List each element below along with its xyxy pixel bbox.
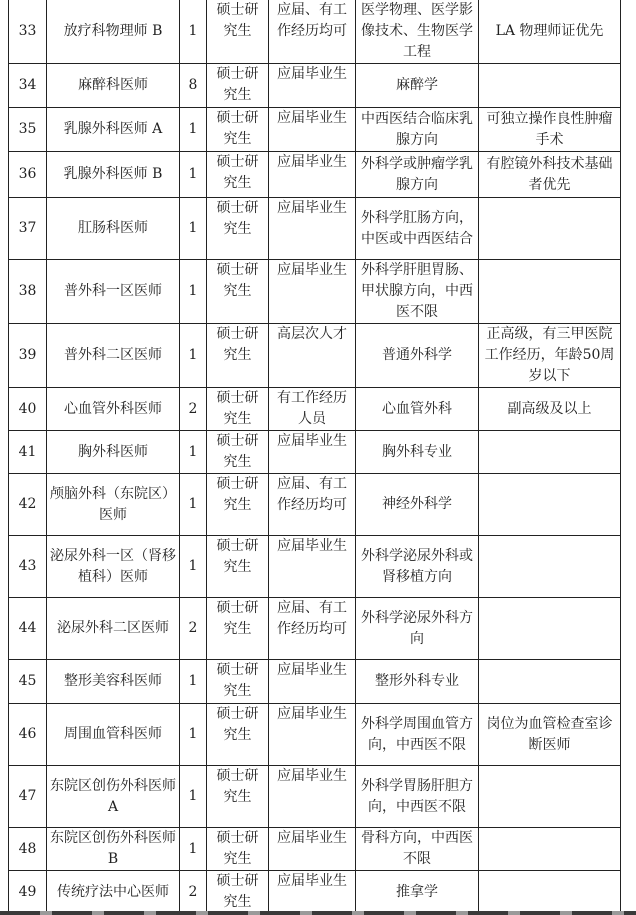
other-note-cell [479, 0, 621, 64]
major-requirement-cell [356, 766, 479, 828]
applicant-requirement-cell [269, 766, 356, 828]
headcount-cell [180, 871, 207, 915]
headcount-cell [180, 152, 207, 198]
table-row [9, 108, 621, 152]
major-requirement-cell [356, 0, 479, 64]
major-requirement-cell [356, 198, 479, 260]
education-level-cell [207, 152, 269, 198]
position-name: 胸外科医师 [78, 443, 148, 460]
applicant-requirement: 应届毕业生 [277, 706, 347, 722]
other-note-cell [479, 260, 621, 324]
headcount-cell [180, 766, 207, 828]
applicant-requirement: 应届毕业生 [277, 200, 347, 216]
applicant-requirement: 有工作经历人员 [277, 390, 347, 427]
applicant-requirement-cell [269, 660, 356, 704]
applicant-requirement-cell [269, 598, 356, 660]
other-note: 有腔镜外科技术基础者优先 [486, 155, 613, 193]
row-number-cell [9, 388, 47, 431]
other-note-cell [479, 474, 621, 536]
major-requirement: 外科学肛肠方向，中医或中西医结合 [361, 209, 473, 247]
headcount-cell [180, 388, 207, 431]
table-row [9, 766, 621, 828]
table-row [9, 198, 621, 260]
table-row [9, 536, 621, 598]
education-level-cell [207, 388, 269, 431]
major-requirement-cell [356, 152, 479, 198]
row-number-cell [9, 0, 47, 64]
applicant-requirement: 应届毕业生 [277, 110, 347, 126]
table-row [9, 324, 621, 388]
row-number: 35 [18, 121, 37, 137]
row-number-cell [9, 198, 47, 260]
applicant-requirement: 应届、有工作经历均可 [277, 600, 347, 637]
applicant-requirement-cell [269, 536, 356, 598]
table-row [9, 828, 621, 871]
row-number-cell [9, 536, 47, 598]
position-name: 麻醉科医师 [78, 77, 148, 93]
headcount: 1 [188, 220, 198, 236]
position-name-cell [47, 64, 180, 108]
row-number: 33 [18, 23, 37, 39]
major-requirement-cell [356, 660, 479, 704]
headcount-cell [180, 64, 207, 108]
table-row [9, 388, 621, 431]
headcount: 1 [188, 558, 198, 574]
headcount-cell [180, 431, 207, 474]
education-level-cell [207, 828, 269, 871]
table-row [9, 260, 621, 324]
major-requirement: 骨科方向，中西医不限 [361, 830, 473, 867]
other-note-cell [479, 704, 621, 766]
major-requirement-cell [356, 260, 479, 324]
table-row [9, 431, 621, 474]
applicant-requirement-cell [269, 324, 356, 388]
major-requirement: 外科学泌尿外科方向 [361, 609, 473, 647]
major-requirement-cell [356, 108, 479, 152]
education-level: 硕士研究生 [216, 600, 259, 637]
major-requirement-cell [356, 536, 479, 598]
education-level-cell [207, 536, 269, 598]
table-row [9, 704, 621, 766]
position-name: 肛肠科医师 [78, 220, 148, 236]
other-note-cell [479, 431, 621, 474]
other-note: LA 物理师证优先 [495, 23, 604, 39]
education-level-cell [207, 324, 269, 388]
headcount: 1 [188, 443, 198, 460]
headcount: 1 [188, 726, 198, 742]
education-level-cell [207, 871, 269, 915]
education-level-cell [207, 198, 269, 260]
major-requirement: 外科学泌尿外科或肾移植方向 [361, 547, 473, 585]
position-name: 普外科二区医师 [64, 347, 162, 363]
headcount-cell [180, 198, 207, 260]
education-level-cell [207, 660, 269, 704]
position-name-cell [47, 704, 180, 766]
other-note-cell [479, 536, 621, 598]
education-level-cell [207, 704, 269, 766]
education-level: 硕士研究生 [216, 830, 259, 867]
position-name-cell [47, 431, 180, 474]
row-number-cell [9, 704, 47, 766]
row-number: 36 [18, 166, 37, 182]
row-number: 38 [18, 283, 37, 299]
row-number-cell [9, 766, 47, 828]
applicant-requirement: 高层次人才 [277, 326, 347, 342]
table-row [9, 64, 621, 108]
major-requirement: 外科学肝胆胃肠、甲状腺方向，中西医不限 [361, 262, 473, 320]
applicant-requirement: 应届、有工作经历均可 [277, 476, 347, 513]
major-requirement: 中西医结合临床乳腺方向 [361, 110, 473, 148]
education-level: 硕士研究生 [216, 2, 259, 39]
major-requirement: 神经外科学 [382, 496, 452, 512]
applicant-requirement: 应届毕业生 [277, 830, 347, 846]
applicant-requirement-cell [269, 871, 356, 915]
other-note: 副高级及以上 [507, 400, 592, 417]
other-note-cell [479, 64, 621, 108]
row-number: 46 [18, 726, 37, 742]
other-note-cell [479, 152, 621, 198]
position-name-cell [47, 598, 180, 660]
applicant-requirement: 应届毕业生 [277, 66, 347, 82]
applicant-requirement: 应届毕业生 [277, 433, 347, 449]
position-name: 心血管外科医师 [64, 400, 162, 417]
position-name-cell [47, 474, 180, 536]
headcount-cell [180, 324, 207, 388]
position-name-cell [47, 828, 180, 871]
headcount: 2 [188, 620, 198, 636]
applicant-requirement: 应届毕业生 [277, 662, 347, 678]
applicant-requirement-cell [269, 108, 356, 152]
table-row [9, 474, 621, 536]
headcount: 1 [188, 673, 198, 689]
table-row [9, 660, 621, 704]
education-level: 硕士研究生 [216, 706, 259, 743]
education-level: 硕士研究生 [216, 768, 259, 805]
row-number-cell [9, 871, 47, 915]
headcount-cell [180, 660, 207, 704]
headcount-cell [180, 828, 207, 871]
major-requirement-cell [356, 828, 479, 871]
major-requirement: 推拿学 [396, 884, 438, 900]
headcount-cell [180, 474, 207, 536]
major-requirement-cell [356, 324, 479, 388]
other-note-cell [479, 660, 621, 704]
other-note-cell [479, 324, 621, 388]
position-name: 东院区创伤外科医师 A [50, 777, 176, 815]
education-level-cell [207, 766, 269, 828]
table-row [9, 0, 621, 64]
row-number-cell [9, 260, 47, 324]
headcount-cell [180, 0, 207, 64]
education-level: 硕士研究生 [216, 390, 259, 427]
position-name: 普外科一区医师 [64, 283, 162, 299]
other-note-cell [479, 388, 621, 431]
education-level-cell [207, 108, 269, 152]
row-number: 49 [18, 884, 37, 900]
recruitment-table [8, 0, 621, 915]
position-name: 乳腺外科医师 A [63, 121, 163, 137]
education-level-cell [207, 0, 269, 64]
major-requirement: 整形外科专业 [375, 673, 459, 689]
major-requirement: 胸外科专业 [382, 443, 452, 460]
other-note-cell [479, 598, 621, 660]
headcount: 2 [188, 884, 198, 900]
row-number: 44 [18, 620, 37, 636]
major-requirement-cell [356, 388, 479, 431]
education-level: 硕士研究生 [216, 154, 259, 191]
position-name-cell [47, 660, 180, 704]
major-requirement: 外科学或肿瘤学乳腺方向 [361, 155, 473, 193]
row-number-cell [9, 64, 47, 108]
position-name-cell [47, 260, 180, 324]
row-number-cell [9, 474, 47, 536]
row-number: 48 [18, 840, 37, 857]
headcount-cell [180, 260, 207, 324]
other-note-cell [479, 871, 621, 915]
applicant-requirement: 应届、有工作经历均可 [277, 2, 347, 39]
applicant-requirement-cell [269, 0, 356, 64]
major-requirement: 心血管外科 [382, 400, 452, 417]
table-row [9, 598, 621, 660]
headcount: 1 [188, 283, 198, 299]
education-level: 硕士研究生 [216, 662, 259, 699]
row-number-cell [9, 431, 47, 474]
applicant-requirement-cell [269, 388, 356, 431]
education-level-cell [207, 64, 269, 108]
headcount: 1 [188, 788, 198, 804]
row-number: 42 [18, 496, 37, 512]
position-name: 颅脑外科（东院区）医师 [50, 485, 176, 523]
position-name-cell [47, 536, 180, 598]
headcount-cell [180, 108, 207, 152]
position-name: 周围血管科医师 [64, 726, 162, 742]
education-level-cell [207, 598, 269, 660]
row-number: 41 [18, 443, 37, 460]
position-name: 乳腺外科医师 B [63, 166, 163, 182]
education-level-cell [207, 474, 269, 536]
education-level: 硕士研究生 [216, 476, 259, 513]
headcount: 1 [188, 347, 198, 363]
row-number-cell [9, 108, 47, 152]
major-requirement: 医学物理、医学影像技术、生物医学工程 [361, 2, 473, 60]
applicant-requirement-cell [269, 64, 356, 108]
headcount: 1 [188, 23, 198, 39]
position-name-cell [47, 766, 180, 828]
headcount: 1 [188, 166, 198, 182]
applicant-requirement: 应届毕业生 [277, 538, 347, 554]
row-number-cell [9, 828, 47, 871]
applicant-requirement-cell [269, 828, 356, 871]
headcount-cell [180, 536, 207, 598]
position-name: 放疗科物理师 B [63, 23, 163, 39]
row-number-cell [9, 152, 47, 198]
education-level: 硕士研究生 [216, 66, 259, 103]
headcount: 1 [188, 121, 198, 137]
education-level: 硕士研究生 [216, 110, 259, 147]
headcount: 8 [188, 77, 198, 93]
row-number: 45 [18, 673, 37, 689]
position-name-cell [47, 871, 180, 915]
education-level: 硕士研究生 [216, 262, 259, 299]
other-note-cell [479, 108, 621, 152]
major-requirement-cell [356, 431, 479, 474]
other-note: 可独立操作良性肿瘤手术 [486, 110, 613, 148]
education-level-cell [207, 431, 269, 474]
position-name: 东院区创伤外科医师 B [50, 830, 176, 867]
other-note: 岗位为血管检查室诊断医师 [486, 715, 613, 753]
other-note-cell [479, 198, 621, 260]
major-requirement-cell [356, 474, 479, 536]
headcount: 1 [188, 840, 198, 857]
table-row [9, 152, 621, 198]
row-number: 43 [18, 558, 37, 574]
bottom-edge-strip [0, 911, 636, 915]
education-level-cell [207, 260, 269, 324]
headcount-cell [180, 598, 207, 660]
position-name-cell [47, 152, 180, 198]
major-requirement: 外科学周围血管方向，中西医不限 [361, 715, 473, 753]
row-number-cell [9, 660, 47, 704]
headcount-cell [180, 704, 207, 766]
education-level: 硕士研究生 [216, 200, 259, 237]
other-note: 正高级，有三甲医院工作经历，年龄50周岁以下 [484, 326, 615, 384]
table-row [9, 871, 621, 915]
other-note-cell [479, 766, 621, 828]
applicant-requirement: 应届毕业生 [277, 768, 347, 784]
position-name-cell [47, 388, 180, 431]
row-number: 34 [18, 77, 37, 93]
major-requirement-cell [356, 64, 479, 108]
row-number-cell [9, 324, 47, 388]
position-name: 传统疗法中心医师 [57, 884, 169, 900]
major-requirement-cell [356, 704, 479, 766]
major-requirement: 外科学胃肠肝胆方向，中西医不限 [361, 777, 473, 815]
applicant-requirement-cell [269, 474, 356, 536]
row-number-cell [9, 598, 47, 660]
applicant-requirement-cell [269, 260, 356, 324]
major-requirement: 麻醉学 [396, 77, 438, 93]
row-number: 37 [18, 220, 37, 236]
education-level: 硕士研究生 [216, 326, 259, 363]
major-requirement-cell [356, 871, 479, 915]
applicant-requirement-cell [269, 198, 356, 260]
headcount: 2 [188, 400, 198, 417]
position-name: 泌尿外科一区（肾移植科）医师 [50, 547, 176, 585]
applicant-requirement: 应届毕业生 [277, 873, 347, 889]
headcount: 1 [188, 496, 198, 512]
row-number: 47 [18, 788, 37, 804]
position-name-cell [47, 0, 180, 64]
applicant-requirement-cell [269, 431, 356, 474]
other-note-cell [479, 828, 621, 871]
position-name-cell [47, 324, 180, 388]
education-level: 硕士研究生 [216, 433, 259, 470]
major-requirement-cell [356, 598, 479, 660]
education-level: 硕士研究生 [216, 873, 259, 910]
applicant-requirement-cell [269, 704, 356, 766]
major-requirement: 普通外科学 [382, 347, 452, 363]
position-name-cell [47, 108, 180, 152]
education-level: 硕士研究生 [216, 538, 259, 575]
position-name: 泌尿外科二区医师 [57, 620, 169, 636]
applicant-requirement: 应届毕业生 [277, 154, 347, 170]
position-name-cell [47, 198, 180, 260]
position-name: 整形美容科医师 [64, 673, 162, 689]
applicant-requirement-cell [269, 152, 356, 198]
row-number: 40 [18, 400, 37, 417]
applicant-requirement: 应届毕业生 [277, 262, 347, 278]
row-number: 39 [18, 347, 37, 363]
